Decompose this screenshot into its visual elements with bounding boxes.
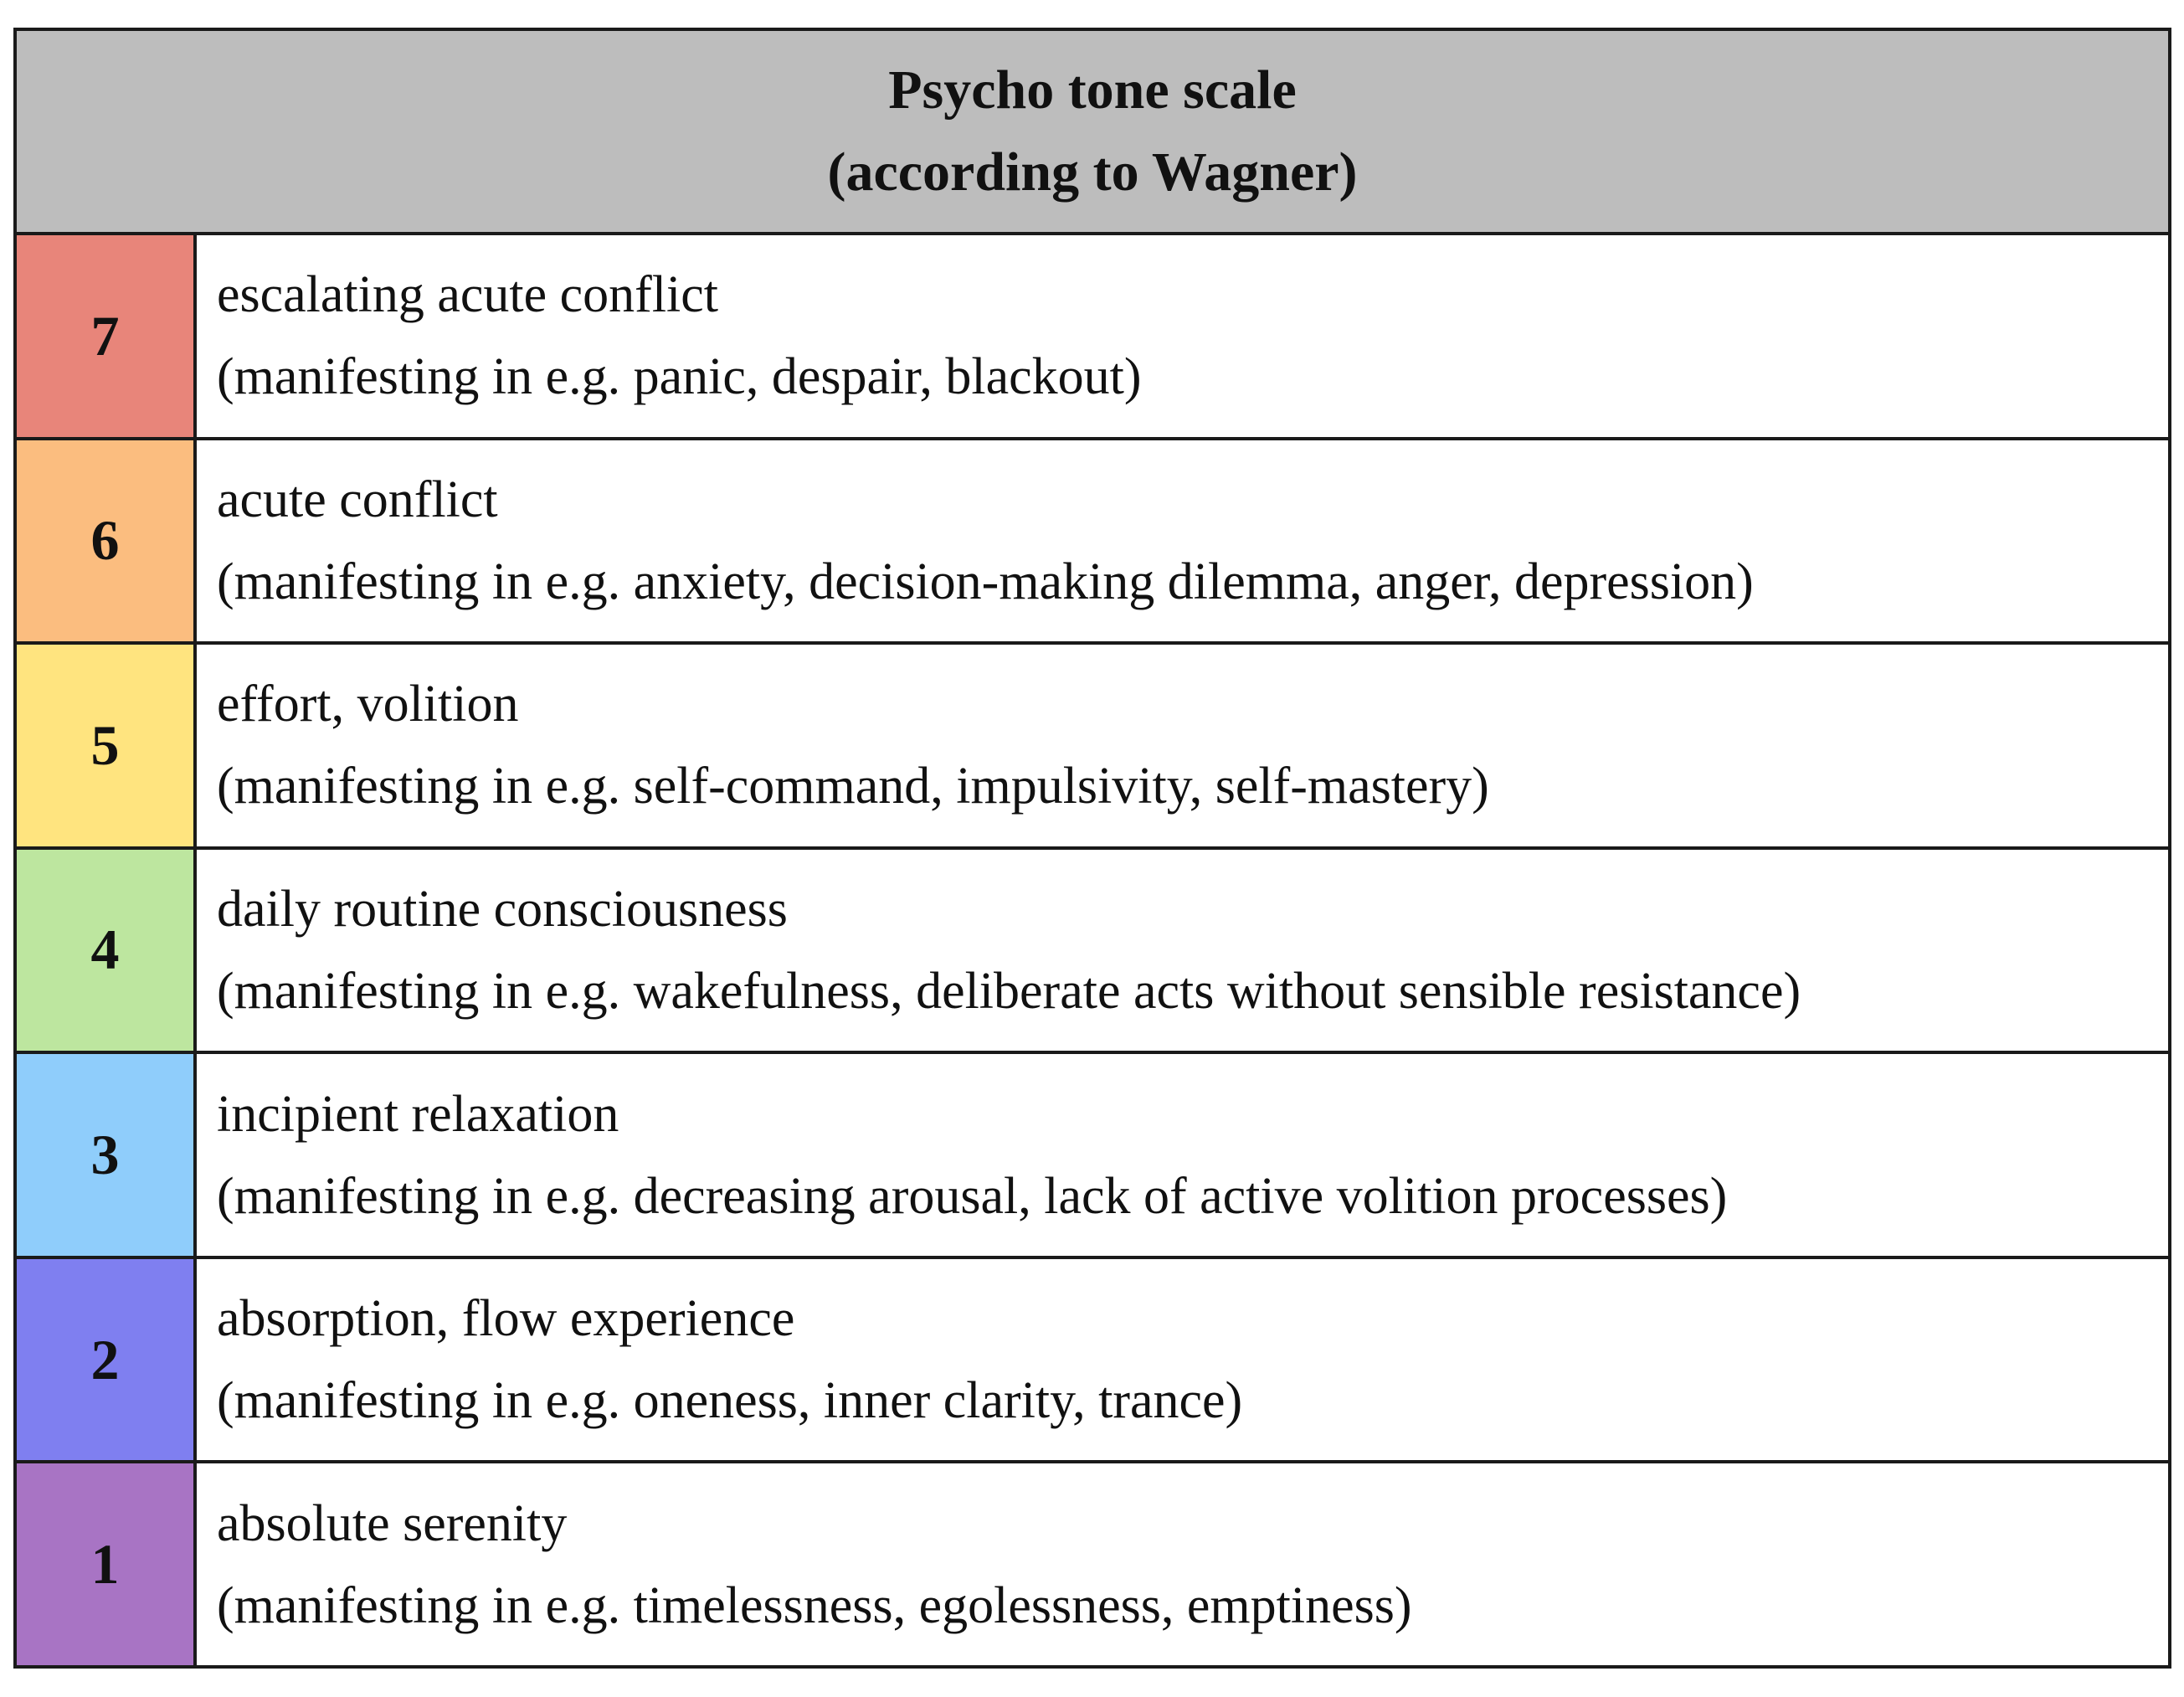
state-name: effort, volition — [217, 676, 519, 733]
table-row — [15, 1052, 2170, 1257]
state-description-cell — [195, 1462, 2170, 1667]
table-row — [15, 1462, 2170, 1667]
table-row — [15, 234, 2170, 439]
state-manifestation: (manifesting in e.g. timelessness, egolessness, emptiness) — [217, 1576, 1412, 1634]
state-description-cell — [195, 848, 2170, 1053]
state-name: acute conflict — [217, 471, 498, 528]
table-row — [15, 439, 2170, 644]
level-number-cell: 2 — [15, 1257, 195, 1463]
state-name: daily routine consciousness — [217, 880, 788, 938]
table-header-row — [15, 29, 2170, 234]
table-row — [15, 1257, 2170, 1463]
table-row — [15, 643, 2170, 848]
state-description-cell — [195, 1052, 2170, 1257]
psycho-tone-scale-table — [13, 28, 2171, 1669]
state-description-cell — [195, 643, 2170, 848]
state-manifestation: (manifesting in e.g. panic, despair, blackout) — [217, 348, 1142, 406]
state-description-cell — [195, 234, 2170, 439]
state-manifestation: (manifesting in e.g. anxiety, decision-making dilemma, anger, depression) — [217, 553, 1754, 610]
level-number-cell: 1 — [15, 1462, 195, 1667]
table-title-line-2: (according to Wagner) — [827, 141, 1358, 203]
state-manifestation: (manifesting in e.g. wakefulness, deliberate acts without sensible resistance) — [217, 962, 1801, 1020]
level-number-cell: 4 — [15, 848, 195, 1053]
state-name: absorption, flow experience — [217, 1290, 795, 1348]
table-title — [15, 29, 2170, 234]
level-number-cell: 7 — [15, 234, 195, 439]
state-name: incipient relaxation — [217, 1085, 619, 1143]
level-number-cell: 5 — [15, 643, 195, 848]
state-manifestation: (manifesting in e.g. oneness, inner clarity, trance) — [217, 1372, 1243, 1430]
level-number-cell: 3 — [15, 1052, 195, 1257]
state-name: absolute serenity — [217, 1494, 568, 1552]
table-title-line-1: Psycho tone scale — [888, 59, 1297, 121]
level-number-cell: 6 — [15, 439, 195, 644]
state-description-cell — [195, 1257, 2170, 1463]
state-description-cell — [195, 439, 2170, 644]
state-name: escalating acute conflict — [217, 266, 719, 324]
state-manifestation: (manifesting in e.g. self-command, impulsivity, self-mastery) — [217, 758, 1489, 815]
table-row — [15, 848, 2170, 1053]
state-manifestation: (manifesting in e.g. decreasing arousal, lack of active volition processes) — [217, 1167, 1728, 1225]
